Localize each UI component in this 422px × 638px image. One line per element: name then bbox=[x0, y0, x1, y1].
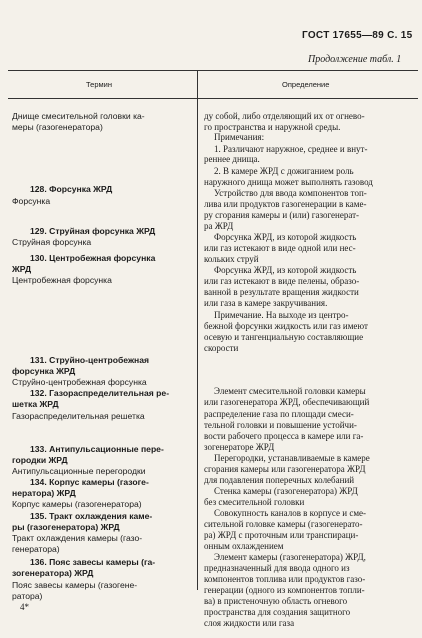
definition-line: зогенераторе ЖРД bbox=[204, 442, 275, 452]
definition-line: 2. В камере ЖРД с дожиганием роль bbox=[214, 166, 354, 176]
term-synonym-line: Струйно-центробежная форсунка bbox=[12, 377, 147, 387]
table-header-rule bbox=[8, 98, 418, 99]
term-synonym-line: меры (газогенератора) bbox=[12, 122, 103, 132]
definition-line: компонентов топлива или продуктов газо- bbox=[204, 574, 366, 584]
table-top-rule bbox=[8, 70, 418, 71]
definition-line: Элемент камеры (газогенератора) ЖРД, bbox=[214, 552, 366, 562]
definition-line: онным охлаждением bbox=[204, 541, 284, 551]
term-heading-line: 129. Струйная форсунка ЖРД bbox=[30, 226, 156, 236]
column-header-term: Термин bbox=[86, 80, 112, 89]
definition-line: Совокупность каналов в корпусе и сме- bbox=[214, 508, 367, 518]
definition-line: Стенка камеры (газогенератора) ЖРД bbox=[214, 486, 358, 496]
definition-line: или газ истекают в виде одной или нес- bbox=[204, 243, 356, 253]
definition-line: генерации (одного из компонентов топли- bbox=[204, 585, 365, 595]
definition-line: Устройство для ввода компонентов топ- bbox=[214, 188, 367, 198]
definition-line: или газ истекают в виде пелены, образо- bbox=[204, 276, 360, 286]
definition-line: Примечание. На выходе из центро- bbox=[214, 310, 349, 320]
definition-line: ва) в пристеночную область огневого bbox=[204, 596, 348, 606]
term-synonym-line: Корпус камеры (газогенератора) bbox=[12, 499, 142, 509]
term-heading-line: 130. Центробежная форсунка bbox=[30, 253, 156, 263]
definition-line: или газа в камере закручивания. bbox=[204, 298, 328, 308]
definition-line: го пространства и наружной среды. bbox=[204, 122, 341, 132]
definition-line: Элемент смесительной головки камеры bbox=[214, 386, 366, 396]
term-heading-line: ры (газогенератора) ЖРД bbox=[12, 522, 120, 532]
definition-line: сгорания камеры или газогенератора ЖРД bbox=[204, 464, 366, 474]
term-heading-line: форсунка ЖРД bbox=[12, 366, 76, 376]
definition-line: без смесительной головки bbox=[204, 497, 305, 507]
definition-line: ра ЖРД bbox=[204, 221, 234, 231]
page-mark: 4* bbox=[20, 602, 29, 612]
definition-line: слоя жидкости или газа bbox=[204, 618, 295, 628]
definition-line: скорости bbox=[204, 343, 239, 353]
term-heading-line: 128. Форсунка ЖРД bbox=[30, 184, 113, 194]
term-synonym-line: ратора) bbox=[12, 591, 43, 601]
definition-line: вости рабочего процесса в камере или га- bbox=[204, 431, 364, 441]
definition-line: или газогенератора ЖРД, обеспечивающий bbox=[204, 397, 370, 407]
definition-line: 1. Различают наружное, среднее и внут- bbox=[214, 144, 368, 154]
term-synonym-line: Центробежная форсунка bbox=[12, 275, 112, 285]
definition-line: распределение газа по площади смеси- bbox=[204, 409, 354, 419]
term-synonym-line: Форсунка bbox=[12, 196, 51, 206]
definition-line: кольких струй bbox=[204, 254, 259, 264]
definition-line: ра) ЖРД с проточным или транспираци- bbox=[204, 530, 359, 540]
definition-line: тельной головки и повышение устойчи- bbox=[204, 420, 357, 430]
definition-line: Перегородки, устанавливаемые в камере bbox=[214, 453, 370, 463]
term-heading-line: 132. Газораспределительная ре- bbox=[30, 388, 170, 398]
term-heading-line: 135. Тракт охлаждения каме- bbox=[30, 511, 153, 521]
term-heading-line: 136. Пояс завесы камеры (га- bbox=[30, 557, 156, 567]
table-continuation: Продолжение табл. 1 bbox=[308, 54, 402, 65]
term-heading-line: 133. Антипульсационные пере- bbox=[30, 444, 164, 454]
term-heading-line: 134. Корпус камеры (газоге- bbox=[30, 477, 149, 487]
definition-line: Форсунка ЖРД, из которой жидкость bbox=[214, 265, 357, 275]
definition-line: реннее днища. bbox=[204, 154, 260, 164]
definition-line: бежной форсунки жидкость или газ имеют bbox=[204, 321, 368, 331]
term-heading-line: 131. Струйно-центробежная bbox=[30, 355, 150, 365]
definition-line: наружного днища может выполнять газовод bbox=[204, 177, 373, 187]
term-heading-line: нератора) ЖРД bbox=[12, 488, 76, 498]
standard-header: ГОСТ 17655—89 С. 15 bbox=[302, 30, 413, 41]
definition-line: предназначенный для ввода одного из bbox=[204, 563, 350, 573]
definition-line: ванной в результате вращения жидкости bbox=[204, 287, 359, 297]
term-synonym-line: Тракт охлаждения камеры (газо- bbox=[12, 533, 143, 543]
term-synonym-line: генератора) bbox=[12, 544, 60, 554]
definition-line: осевую и тангенциальную составляющие bbox=[204, 332, 364, 342]
term-synonym-line: Днище смесительной головки ка- bbox=[12, 111, 145, 121]
term-synonym-line: Пояс завесы камеры (газогене- bbox=[12, 580, 138, 590]
term-synonym-line: Струйная форсунка bbox=[12, 237, 92, 247]
term-heading-line: ЖРД bbox=[12, 264, 32, 274]
term-synonym-line: Антипульсационные перегородки bbox=[12, 466, 146, 476]
definition-line: Форсунка ЖРД, из которой жидкость bbox=[214, 232, 357, 242]
definition-line: Примечания: bbox=[214, 132, 265, 142]
column-header-definition: Определение bbox=[282, 80, 330, 89]
definition-line: для подавления поперечных колебаний bbox=[204, 475, 355, 485]
definition-line: сительной головке камеры (газогенерато- bbox=[204, 519, 363, 529]
term-heading-line: городки ЖРД bbox=[12, 455, 68, 465]
definition-line: пространства для создания защитного bbox=[204, 607, 351, 617]
definition-line: ру сгорания камеры и (или) газогенерат- bbox=[204, 210, 360, 220]
column-divider bbox=[197, 70, 198, 590]
definition-line: лива или продуктов газогенерации в каме- bbox=[204, 199, 367, 209]
definition-line: ду собой, либо отделяющий их от огнево- bbox=[204, 111, 365, 121]
term-heading-line: шетка ЖРД bbox=[12, 399, 59, 409]
term-synonym-line: Газораспределительная решетка bbox=[12, 411, 145, 421]
term-heading-line: зогенератора) ЖРД bbox=[12, 568, 94, 578]
